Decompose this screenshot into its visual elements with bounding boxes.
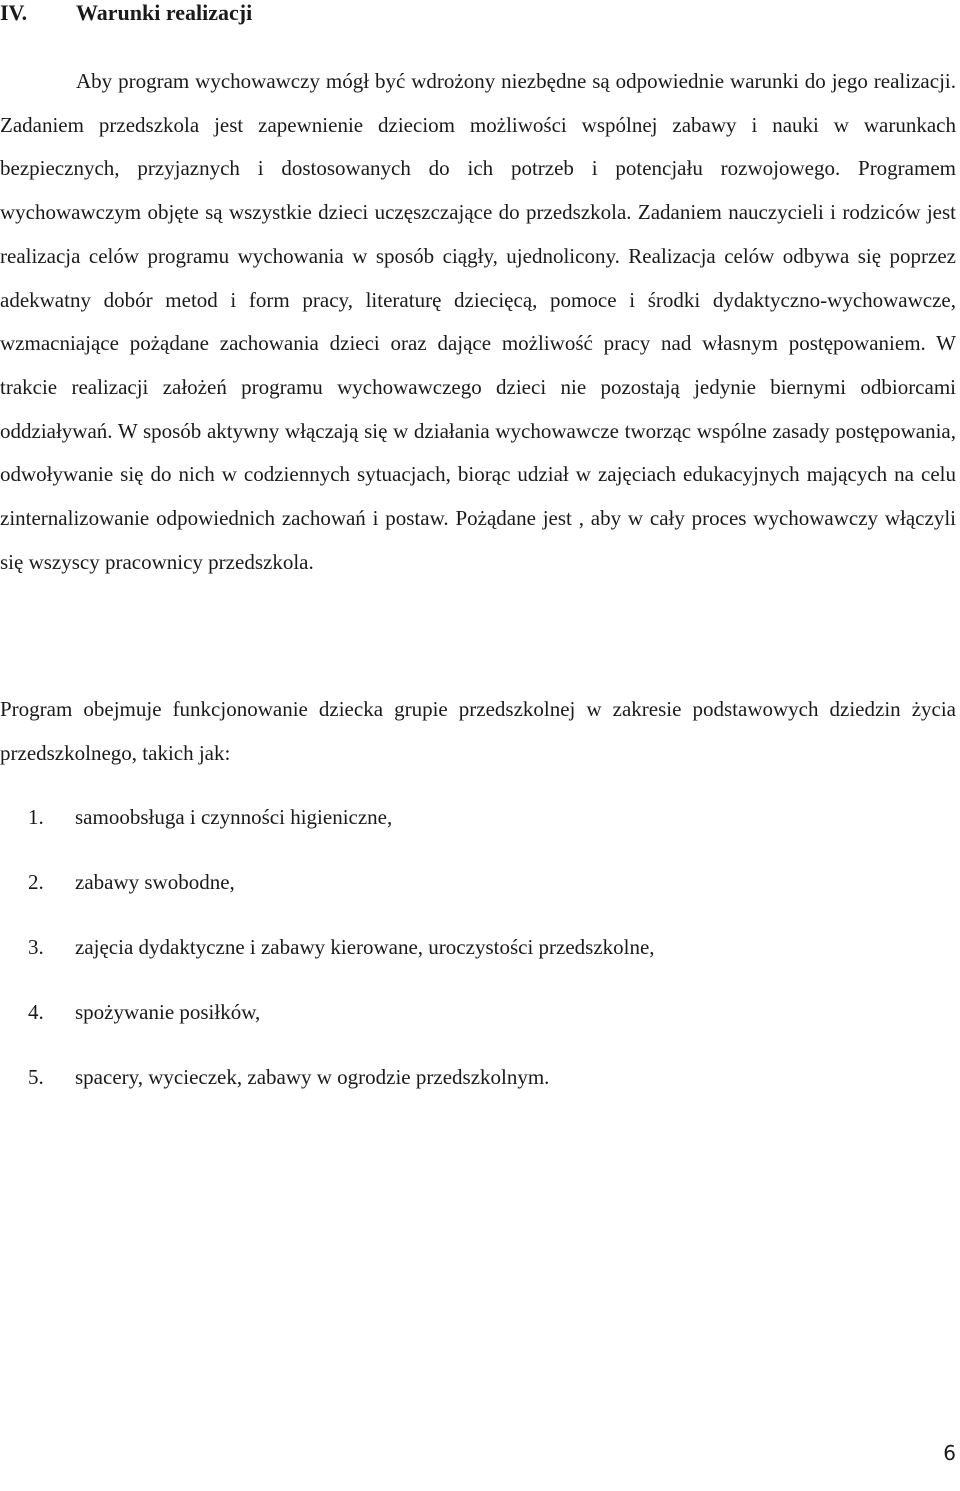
- list-item-number: 3.: [28, 935, 44, 959]
- section-title: Warunki realizacji: [76, 0, 253, 25]
- list-item-number: 1.: [28, 805, 44, 829]
- list-item-text: spacery, wycieczek, zabawy w ogrodzie przedszkolnym.: [75, 1065, 550, 1089]
- page-number: 6: [943, 1441, 956, 1465]
- areas-list: [0, 792, 956, 1117]
- list-item-text: samoobsługa i czynności higieniczne,: [75, 805, 393, 829]
- list-item: [0, 857, 956, 922]
- list-item-text: zajęcia dydaktyczne i zabawy kierowane, uroczystości przedszkolne,: [75, 935, 655, 959]
- paragraph-conditions: Aby program wychowawczy mógł być wdrożony niezbędne są odpowiednie warunki do jego realizacji. Zadaniem przedszkola jest zapewnienie dzieciom możliwości wspólnej zabawy i nauki w warunkach bezpiecznych, przyjaznych i dostosowanych do ich potrzeb i potencjału rozwojowego. Programem wychowawczym objęte są wszystkie dzieci uczęszczające do przedszkola. Zadaniem nauczycieli i rodziców jest realizacja celów programu wychowania w sposób ciągły, ujednolicony. Realizacja celów odbywa się poprzez adekwatny dobór metod i form pracy, literaturę dziecięcą, pomoce i środki dydaktyczno-wychowawcze, wzmacniające pożądane zachowania dzieci oraz dające możliwość pracy nad własnym postępowaniem. W trakcie realizacji założeń programu wychowawczego dzieci nie pozostają jedynie biernymi odbiorcami oddziaływań. W sposób aktywny włączają się w działania wychowawcze tworząc wspólne zasady postępowania, odwoływanie się do nich w codziennych sytuacjach, biorąc udział w zajęciach edukacyjnych mających na celu zinternalizowanie odpowiednich zachowań i postaw. Pożądane jest , aby w cały proces wychowawczy włączyli się wszyscy pracownicy przedszkola.: [0, 69, 956, 574]
- list-item: [0, 792, 956, 857]
- list-item-number: 4.: [28, 1000, 44, 1024]
- list-item: [0, 1052, 956, 1117]
- section-heading: [0, 0, 252, 28]
- list-item: [0, 987, 956, 1052]
- paragraph-program-scope: Program obejmuje funkcjonowanie dziecka grupie przedszkolnej w zakresie podstawowych dziedzin życia przedszkolnego, takich jak:: [0, 697, 956, 765]
- list-item-text: spożywanie posiłków,: [75, 1000, 261, 1024]
- section-number: IV.: [0, 0, 28, 25]
- list-item: [0, 922, 956, 987]
- list-item-text: zabawy swobodne,: [75, 870, 235, 894]
- list-item-number: 5.: [28, 1065, 44, 1089]
- list-item-number: 2.: [28, 870, 44, 894]
